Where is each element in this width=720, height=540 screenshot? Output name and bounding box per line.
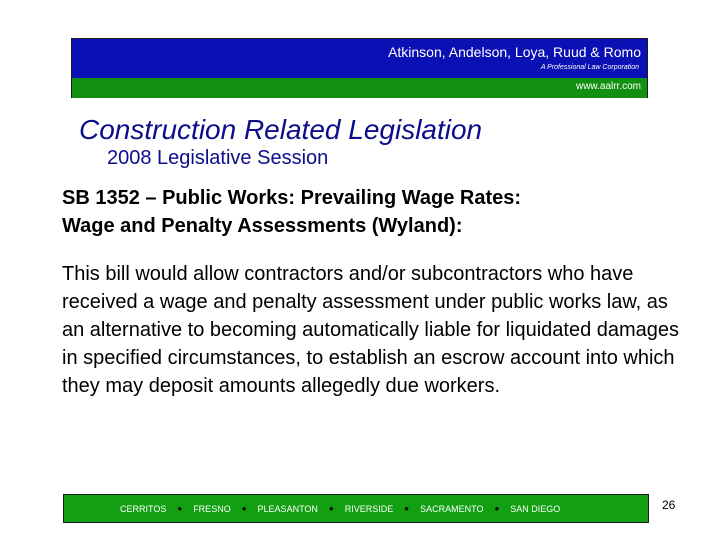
- header-banner: [71, 38, 648, 98]
- office-pleasanton: PLEASANTON: [257, 503, 318, 514]
- office-san-diego: SAN DIEGO: [510, 503, 561, 514]
- bill-heading: [62, 184, 682, 240]
- footer-office-bar: [63, 494, 649, 523]
- firm-name: Atkinson, Andelson, Loya, Ruud & Romo: [388, 44, 641, 60]
- bill-description: This bill would allow contractors and/or subcontractors who have received a wage and penalty assessment under public works law, as an alternative to becoming automatically liable for liquidated damages in specified circumstances, to establish an escrow account into which they may deposit amounts allegedly due workers.: [62, 263, 680, 397]
- office-riverside: RIVERSIDE: [344, 503, 394, 514]
- bullet-separator: ●: [241, 504, 247, 513]
- bullet-separator: ●: [328, 504, 334, 513]
- header-green-band: [72, 78, 647, 98]
- office-cerritos: CERRITOS: [120, 503, 167, 514]
- firm-url-link[interactable]: www.aalrr.com: [575, 81, 641, 92]
- bill-heading-line1: SB 1352 – Public Works: Prevailing Wage Rates:: [62, 187, 522, 209]
- page-number: 26: [662, 498, 676, 512]
- firm-subtitle: A Professional Law Corporation: [540, 64, 639, 71]
- bullet-separator: ●: [494, 504, 500, 513]
- bill-heading-line2: Wage and Penalty Assessments (Wyland):: [62, 215, 463, 237]
- slide-subtitle: 2008 Legislative Session: [107, 147, 329, 169]
- office-fresno: FRESNO: [193, 503, 231, 514]
- slide-title: Construction Related Legislation: [79, 114, 483, 145]
- header-blue-band: [72, 39, 647, 78]
- bullet-separator: ●: [177, 504, 183, 513]
- bullet-separator: ●: [404, 504, 410, 513]
- office-sacramento: SACRAMENTO: [420, 503, 484, 514]
